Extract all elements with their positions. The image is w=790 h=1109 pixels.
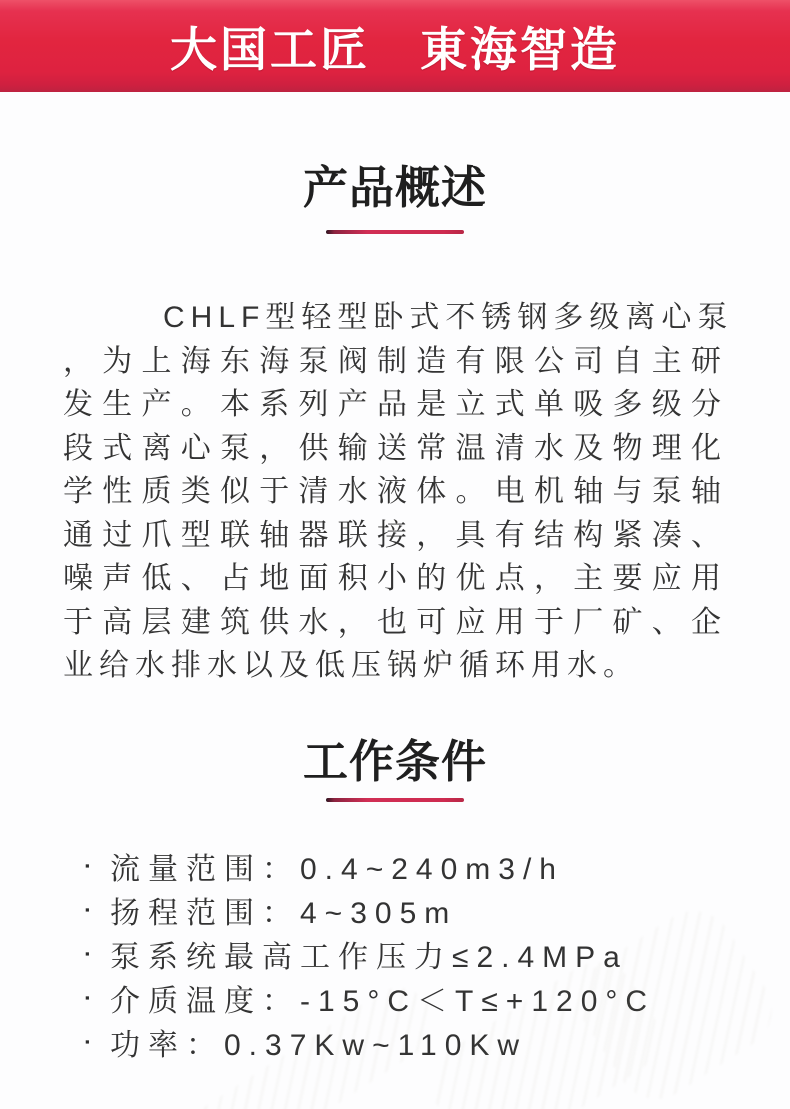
overview-section — [0, 162, 790, 688]
working-conditions-section — [0, 736, 790, 1064]
spec-item-text: 功率：0.37Kw~110Kw — [110, 1028, 528, 1062]
spec-item-text: 扬程范围：4~305m — [110, 896, 458, 930]
paragraph-line: 发生产。本系列产品是立式单吸多级分 — [63, 388, 727, 421]
overview-section-title: 产品概述 — [302, 162, 487, 213]
spec-list-item — [85, 976, 790, 1020]
conditions-title-underline — [326, 798, 464, 802]
paragraph-line: 学性质类似于清水液体。电机轴与泵轴 — [63, 475, 727, 508]
paragraph-line: ，为上海东海泵阀制造有限公司自主研 — [63, 344, 727, 378]
bullet-square-icon: ▪ — [85, 902, 90, 917]
paragraph-line: 噪声低、占地面积小的优点，主要应用 — [63, 562, 727, 595]
paragraph-line: 业给水排水以及低压锅炉循环用水。 — [63, 649, 639, 682]
bullet-square-icon: ▪ — [85, 946, 90, 961]
spec-list-item — [85, 888, 790, 932]
overview-title-underline — [326, 230, 464, 234]
spec-list — [85, 844, 790, 1064]
bullet-square-icon: ▪ — [85, 858, 90, 873]
paragraph-line: 段式离心泵，供输送常温清水及物理化 — [63, 431, 727, 465]
spec-list-item — [85, 844, 790, 888]
top-banner — [0, 0, 790, 92]
spec-item-text: 泵系统最高工作压力≤2.4MPa — [110, 940, 628, 974]
paragraph-line: 于高层建筑供水，也可应用于厂矿、企 — [63, 605, 727, 639]
paragraph-line: CHLF型轻型卧式不锈钢多级离心泵 — [163, 301, 734, 334]
bullet-square-icon: ▪ — [85, 990, 90, 1005]
spec-item-text: 流量范围：0.4~240m3/h — [110, 852, 564, 886]
conditions-section-title: 工作条件 — [302, 735, 487, 787]
spec-list-item — [85, 1020, 790, 1064]
spec-list-item — [85, 932, 790, 976]
banner-title: 大国工匠 東海智造 — [170, 22, 620, 76]
overview-paragraph — [63, 296, 734, 688]
paragraph-line: 通过爪型联轴器联接，具有结构紧凑、 — [63, 518, 727, 552]
spec-item-text: 介质温度：-15°C＜T≤+120°C — [110, 984, 656, 1018]
bullet-square-icon: ▪ — [85, 1034, 90, 1049]
